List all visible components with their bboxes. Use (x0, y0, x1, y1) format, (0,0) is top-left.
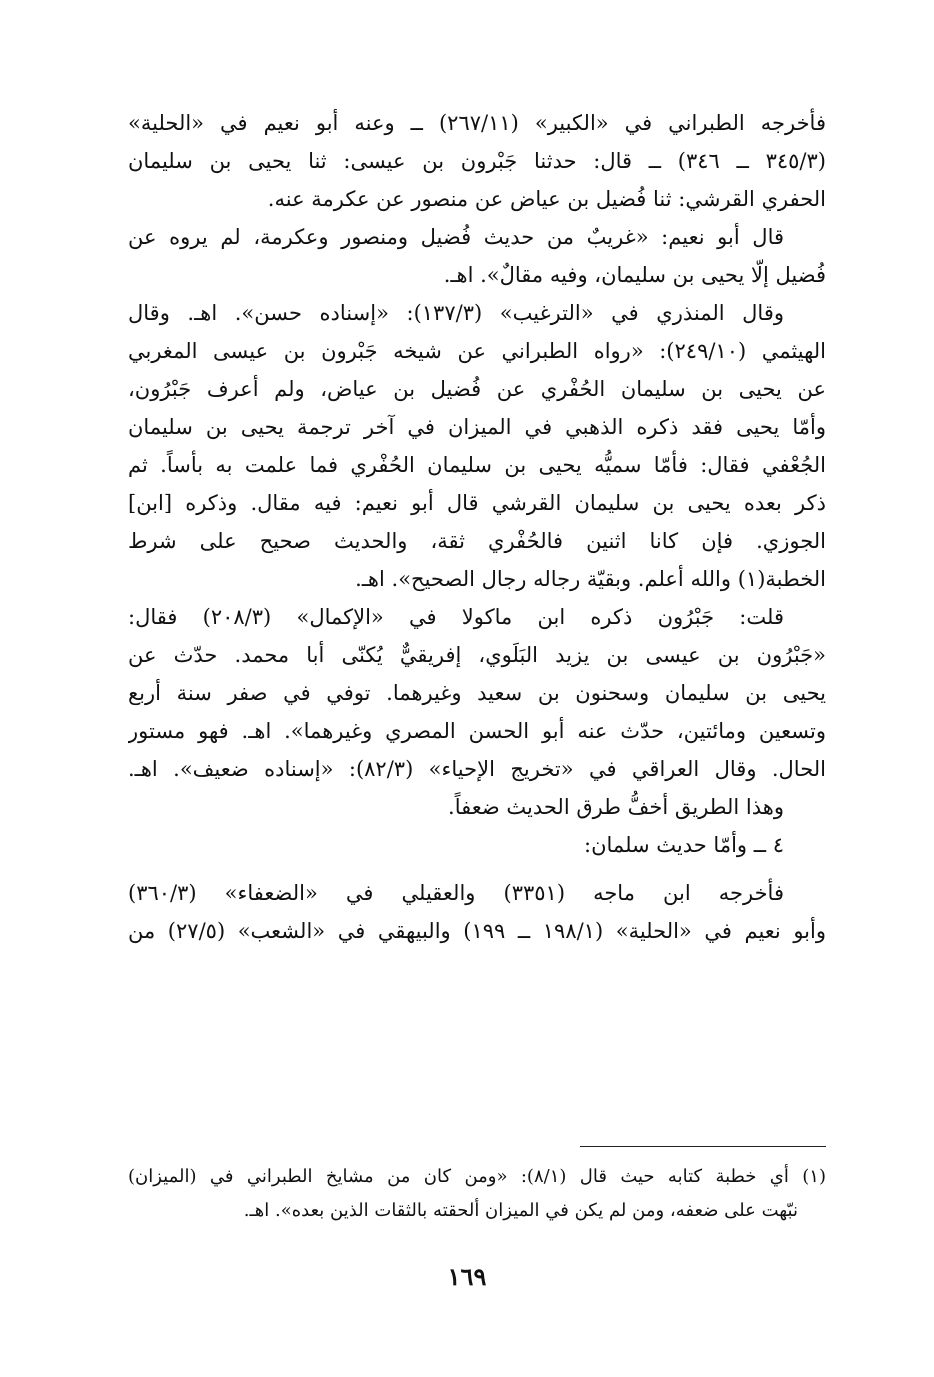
main-text (128, 104, 826, 950)
text-line: الجوزي. فإن كانا اثنين فالحُفْري ثقة، والحديث صحيح على شرط (128, 529, 826, 553)
footnotes (128, 1160, 826, 1228)
text-line: الحفري القرشي: ثنا فُضيل بن عياض عن منصور عن عكرمة عنه. (267, 187, 826, 211)
footnote-line: نبّهت على ضعفه، ومن لم يكن في الميزان ألحقته بالثقات الذين بعده». اهـ. (243, 1200, 798, 1221)
text-line: الهيثمي (٢٤٩/١٠): «رواه الطبراني عن شيخه جَبْرون بن عيسى المغربي (128, 339, 826, 363)
text-line: وقال المنذري في «الترغيب» (١٣٧/٣): «إسناده حسن». اهـ. وقال (128, 301, 784, 325)
footnote-divider (580, 1146, 826, 1147)
text-line: قال أبو نعيم: «غريبٌ من حديث فُضيل ومنصور وعكرمة، لم يروه عن (128, 225, 784, 249)
text-line: يحيى بن سليمان وسحنون بن سعيد وغيرهما. توفي في صفر سنة أربع (128, 681, 826, 705)
text-line: عن يحيى بن سليمان الحُفْري عن فُضيل بن عياض، ولم أعرف جَبْرُون، (128, 377, 826, 401)
text-line: ذكر بعده يحيى بن سليمان القرشي قال أبو نعيم: فيه مقال. وذكره [ابن] (128, 491, 826, 515)
text-line: وهذا الطريق أخفُّ طرق الحديث ضعفاً. (448, 795, 784, 819)
text-line: «جَبْرُون بن عيسى بن يزيد البَلَوي، إفريقيٌّ يُكنّى أبا محمد. حدّث عن (128, 643, 826, 667)
text-line: الحال. وقال العراقي في «تخريج الإحياء» (٨٢/٣): «إسناده ضعيف». اهـ. (128, 757, 826, 781)
footnote-line: (١) أي خطبة كتابه حيث قال (٨/١): «ومن كان من مشايخ الطبراني في (الميزان) (128, 1166, 826, 1187)
text-line: وتسعين ومائتين، حدّث عنه أبو الحسن المصري وغيرهما». اهـ. فهو مستور (128, 719, 826, 743)
page-number: ١٦٩ (447, 1262, 487, 1291)
text-line: وأبو نعيم في «الحلية» (١٩٨/١ ــ ١٩٩) والبيهقي في «الشعب» (٢٧/٥) من (128, 919, 826, 943)
text-line: (٣٤٥/٣ ــ ٣٤٦) ــ قال: حدثنا جَبْرون بن عيسى: ثنا يحيى بن سليمان (128, 149, 826, 173)
section-heading: ٤ ــ وأمّا حديث سلمان: (584, 833, 784, 857)
text-line: الخطبة(١) والله أعلم. وبقيّة رجاله رجال الصحيح». اهـ. (355, 567, 826, 591)
text-line: قلت: جَبْرُون ذكره ابن ماكولا في «الإكمال» (٢٠٨/٣) فقال: (128, 605, 784, 629)
text-line: فأخرجه ابن ماجه (٣٣٥١) والعقيلي في «الضعفاء» (٣٦٠/٣) (128, 881, 784, 905)
text-line: الجُعْفي فقال: فأمّا سميُّه يحيى بن سليمان الحُفْري فما علمت به بأساً. ثم (128, 453, 826, 477)
text-line: فأخرجه الطبراني في «الكبير» (٢٦٧/١١) ــ وعنه أبو نعيم في «الحلية» (128, 111, 826, 135)
text-line: فُضيل إلّا يحيى بن سليمان، وفيه مقالٌ». اهـ. (443, 263, 826, 287)
text-line: وأمّا يحيى فقد ذكره الذهبي في الميزان في آخر ترجمة يحيى بن سليمان (128, 415, 826, 439)
